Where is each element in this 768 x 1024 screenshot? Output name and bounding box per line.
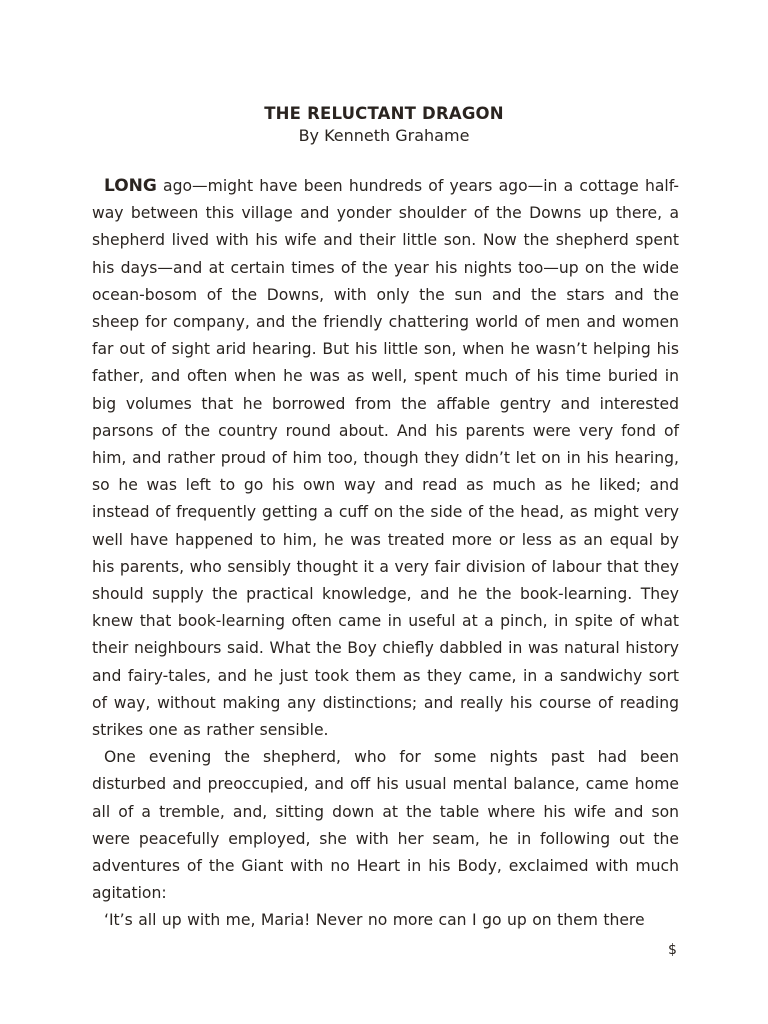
paragraph-3: ‘It’s all up with me, Maria! Never no more can I go up on them there xyxy=(104,911,645,930)
document-title: THE RELUCTANT DRAGON xyxy=(264,104,504,123)
paragraph-1 xyxy=(92,173,679,744)
author-byline: By Kenneth Grahame xyxy=(298,126,470,145)
paragraph-2: One evening the shepherd, who for some nights past had been disturbed and preoccupied, and off his usual mental balance, came home all of a tremble, and, sitting down at the table where his wife and son were peacefully employed, she with her seam, he in following out the adventures of the Giant with no Heart in his Body, exclaimed with much agitation: xyxy=(92,748,679,903)
body-text xyxy=(92,173,679,935)
lead-word: LONG xyxy=(104,176,157,196)
page-number: $ xyxy=(668,942,677,958)
paragraph-1-text: ago—might have been hundreds of years ago—in a cottage half-way between this village and yonder shoulder of the Downs up there, a shepherd lived with his wife and their little son. Now the shepherd spent his days—and at certain times of the year his nights too—up on the wide ocean-bosom of the Downs, with only the sun and the stars and the sheep for company, and the friendly chattering world of men and women far out of sight arid hearing. But his little son, when he wasn’t helping his father, and often when he was as well, spent much of his time buried in big volumes that he borrowed from the affable gentry and interested parsons of the country round about. And his parents were very fond of him, and rather proud of him too, though they didn’t let on in his hearing, so he was left to go his own way and read as much as he liked; and instead of frequently getting a cuff on the side of the head, as might very well have happened to him, he was treated more or less as an equal by his parents, who sensibly thought it a very fair division of labour that they should supply the practical knowledge, and he the book-learning. They knew that book-learning often came in useful at a pinch, in spite of what their neighbours said. What the Boy chiefly dabbled in was natural history and fairy-tales, and he just took them as they came, in a sandwichy sort of way, without making any distinctions; and really his course of reading strikes one as rather sensible. xyxy=(92,177,679,740)
